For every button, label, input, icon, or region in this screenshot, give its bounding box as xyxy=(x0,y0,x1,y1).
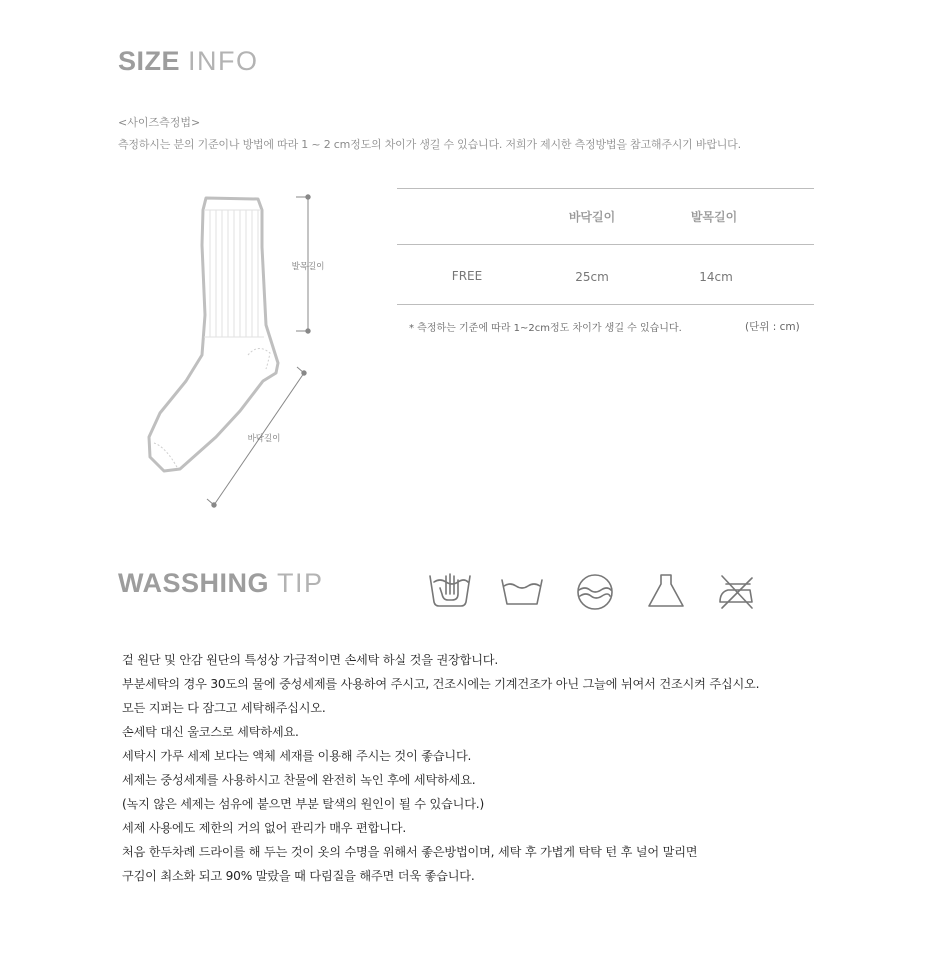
washing-tip-line: 구김이 최소화 되고 90% 말랐을 때 다림질을 해주면 더욱 좋습니다. xyxy=(122,869,475,883)
size-info-title-strong: SIZE xyxy=(118,46,181,76)
washing-tip-line: 손세탁 대신 울코스로 세탁하세요. xyxy=(122,725,299,739)
washing-tip-title-strong: WASSHING xyxy=(118,568,270,598)
circle-wash-icon xyxy=(575,572,615,612)
washing-tip-line: 세제는 중성세제를 사용하시고 찬물에 완전히 녹인 후에 세탁하세요. xyxy=(122,773,476,787)
washing-tip-title xyxy=(118,568,324,599)
sock-diagram xyxy=(140,185,325,515)
foot-length-label: 바닥길이 xyxy=(247,434,281,444)
size-info-title xyxy=(118,46,259,77)
washing-tip-line: 부분세탁의 경우 30도의 물에 중성세제를 사용하여 주시고, 건조시에는 기계건조가 아닌 그늘에 뉘여서 건조시켜 주십시오. xyxy=(122,677,760,691)
table-top-rule xyxy=(397,188,814,189)
washing-tip-line: 처음 한두차례 드라이를 해 두는 것이 옷의 수명을 위해서 좋은방법이며, 세탁 후 가볍게 탁탁 턴 후 널어 말리면 xyxy=(122,845,698,859)
bleach-triangle-icon xyxy=(646,572,686,612)
washing-tip-line: 겉 원단 및 안감 원단의 특성상 가급적이면 손세탁 하실 것을 권장합니다. xyxy=(122,653,499,667)
washing-tip-line: 모든 지퍼는 다 잠그고 세탁해주십시오. xyxy=(122,701,326,715)
washing-tips-list xyxy=(122,648,759,888)
table-cell-sole: 25cm xyxy=(575,270,609,284)
table-header-sole: 바닥길이 xyxy=(568,210,616,224)
washing-tip-line: 세제 사용에도 제한의 거의 없어 관리가 매우 편합니다. xyxy=(122,821,407,835)
sock-outline-icon xyxy=(149,198,278,471)
washing-tip-line: 세탁시 가루 세제 보다는 액체 세재를 이용해 주시는 것이 좋습니다. xyxy=(122,749,472,763)
table-bottom-rule xyxy=(397,304,814,305)
size-info-title-light: INFO xyxy=(188,46,259,76)
sock-rib-lines xyxy=(204,210,264,337)
table-cell-size: FREE xyxy=(451,269,483,283)
wash-tub-icon xyxy=(500,572,544,612)
ankle-length-label: 발목길이 xyxy=(291,262,325,272)
table-cell-ankle: 14cm xyxy=(699,270,733,284)
table-note: * 측정하는 기준에 따라 1~2cm정도 차이가 생길 수 있습니다. xyxy=(409,323,682,334)
table-header-ankle: 발목길이 xyxy=(690,210,738,224)
measure-method-heading: <사이즈측정법> xyxy=(118,116,201,129)
sock-heel-stitch xyxy=(154,348,270,469)
table-unit: (단위 : cm) xyxy=(745,321,800,333)
measure-method-note: 측정하시는 분의 기준이나 방법에 따라 1 ~ 2 cm정도의 차이가 생길 수 있습니다. 저희가 제시한 측정방법을 참고해주시기 바랍니다. xyxy=(118,138,741,151)
washing-tip-line: (녹지 않은 세제는 섬유에 붙으면 부분 탈색의 원인이 될 수 있습니다.) xyxy=(122,797,484,811)
hand-wash-icon xyxy=(428,572,472,612)
no-iron-icon xyxy=(716,572,756,612)
table-header-rule xyxy=(397,244,814,245)
washing-tip-title-light: TIP xyxy=(277,568,324,598)
